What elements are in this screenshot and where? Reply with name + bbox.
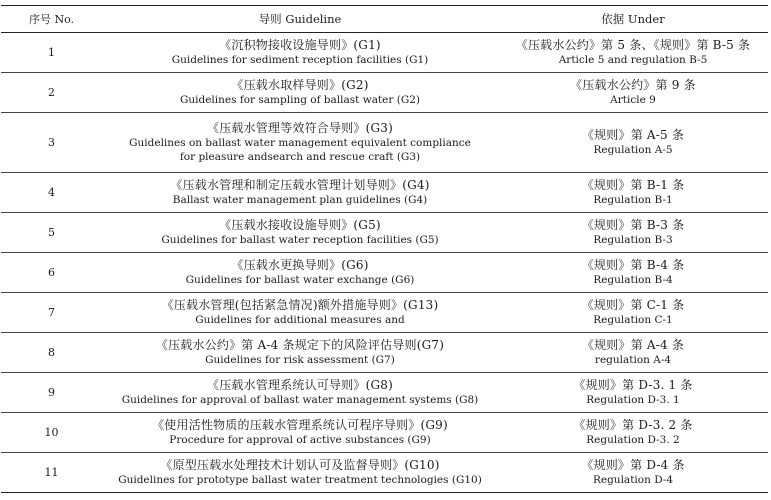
guideline-english-text: for pleasure andsearch and rescue craft (G3)	[179, 151, 421, 163]
guideline-chinese-text: 《压载水管理(包括紧急情况)额外措施导则》(G13)	[161, 298, 439, 312]
header-guideline: 导则 Guideline	[102, 6, 498, 33]
table-row	[1, 413, 768, 453]
guideline-cell	[102, 213, 498, 253]
guideline-cell	[102, 453, 498, 493]
guideline-chinese-text: 《原型压载水处理技术计划认可及监督导则》(G10)	[160, 458, 440, 472]
table-row	[1, 453, 768, 493]
table-row	[1, 373, 768, 413]
row-number: 8	[1, 333, 102, 373]
guideline-cell	[102, 73, 498, 113]
guideline-cell	[102, 33, 498, 73]
row-number: 4	[1, 173, 102, 213]
basis-chinese-text: 《压载水公约》第 9 条	[570, 78, 696, 92]
basis-cell	[498, 453, 768, 493]
basis-cell	[498, 73, 768, 113]
basis-chinese-text: 《规则》第 B-3 条	[581, 218, 685, 232]
row-number: 5	[1, 213, 102, 253]
basis-chinese-text: 《规则》第 D-3. 2 条	[573, 418, 693, 432]
table-row	[1, 173, 768, 213]
table-row	[1, 73, 768, 113]
table-row	[1, 253, 768, 293]
row-number: 3	[1, 113, 102, 173]
basis-cell	[498, 333, 768, 373]
guideline-english-text: Procedure for approval of active substances (G9)	[169, 434, 431, 446]
row-number: 11	[44, 466, 59, 479]
guideline-english-text: Guidelines on ballast water management equivalent compliance	[129, 137, 471, 149]
basis-cell	[498, 413, 768, 453]
header-number: 序号 No.	[1, 6, 102, 33]
guideline-cell	[102, 173, 498, 213]
table-row	[1, 333, 768, 373]
basis-cell	[498, 373, 768, 413]
basis-chinese-text: 《规则》第 B-4 条	[581, 258, 685, 272]
guideline-english-text: Guidelines for prototype ballast water treatment technologies (G10)	[118, 474, 482, 486]
guideline-chinese-text: 《压载水管理等效符合导则》(G3)	[207, 121, 393, 135]
table-row	[1, 213, 768, 253]
row-number: 6	[1, 253, 102, 293]
table-row	[1, 293, 768, 333]
basis-chinese-text: 《规则》第 D-4 条	[581, 458, 685, 472]
guideline-english-text: Guidelines for risk assessment (G7)	[205, 354, 395, 366]
basis-chinese-text: 《压载水公约》第 5 条、《规则》第 B-5 条	[515, 38, 751, 52]
basis-english-text: Regulation A-5	[593, 144, 673, 156]
basis-english-text: Regulation B-3	[593, 234, 673, 246]
guideline-cell	[102, 373, 498, 413]
guideline-english-text: Guidelines for ballast water exchange (G6)	[185, 274, 415, 286]
basis-cell	[498, 253, 768, 293]
guideline-chinese-text: 《压载水更换导则》(G6)	[231, 258, 369, 272]
basis-english-text: Regulation D-3. 1	[586, 394, 680, 406]
guideline-english-text: Guidelines for sediment reception facilities (G1)	[171, 54, 429, 66]
table-header-row	[1, 6, 768, 33]
guideline-chinese-text: 《压载水管理系统认可导则》(G8)	[207, 378, 393, 392]
table-body	[1, 33, 768, 493]
row-number: 7	[1, 293, 102, 333]
guideline-chinese-text: 《压载水接收设施导则》(G5)	[219, 218, 381, 232]
basis-cell	[498, 213, 768, 253]
row-number: 10	[1, 413, 102, 453]
basis-english-text: Regulation B-4	[593, 274, 673, 286]
basis-chinese-text: 《规则》第 D-3. 1 条	[573, 378, 693, 392]
table-row	[1, 33, 768, 73]
basis-english-text: Regulation C-1	[593, 314, 673, 326]
row-number: 1	[1, 33, 102, 73]
guideline-english-text: Ballast water management plan guidelines (G4)	[172, 194, 428, 206]
row-number: 2	[1, 73, 102, 113]
table-row	[1, 113, 768, 173]
basis-cell	[498, 113, 768, 173]
guideline-chinese-text: 《压载水公约》第 A-4 条规定下的风险评估导则(G7)	[155, 338, 445, 352]
guideline-cell	[102, 113, 498, 173]
basis-chinese-text: 《规则》第 B-1 条	[581, 178, 685, 192]
basis-english-text: Article 9	[610, 94, 656, 106]
guideline-chinese-text: 《使用活性物质的压载水管理系统认可程序导则》(G9)	[152, 418, 448, 432]
guideline-chinese-text: 《压载水取样导则》(G2)	[231, 78, 369, 92]
basis-english-text: Regulation D-3. 2	[586, 434, 680, 446]
basis-chinese-text: 《规则》第 A-4 条	[581, 338, 685, 352]
guideline-cell	[102, 413, 498, 453]
basis-cell	[498, 293, 768, 333]
guideline-cell	[102, 293, 498, 333]
basis-cell	[498, 173, 768, 213]
guidelines-table	[1, 5, 768, 493]
guideline-english-text: Guidelines for sampling of ballast water (G2)	[179, 94, 421, 106]
guideline-english-text: Guidelines for approval of ballast water management systems (G8)	[121, 394, 479, 406]
basis-cell	[498, 33, 768, 73]
basis-chinese-text: 《规则》第 A-5 条	[581, 128, 685, 142]
guideline-english-text: Guidelines for additional measures and	[195, 314, 405, 326]
guideline-cell	[102, 333, 498, 373]
guideline-chinese-text: 《沉积物接收设施导则》(G1)	[219, 38, 381, 52]
header-basis: 依据 Under	[498, 6, 768, 33]
basis-english-text: Article 5 and regulation B-5	[558, 54, 708, 66]
guideline-english-text: Guidelines for ballast water reception facilities (G5)	[161, 234, 439, 246]
basis-english-text: regulation A-4	[594, 354, 672, 366]
guideline-cell	[102, 253, 498, 293]
guideline-chinese-text: 《压载水管理和制定压载水管理计划导则》(G4)	[170, 178, 430, 192]
basis-english-text: Regulation B-1	[593, 194, 673, 206]
basis-english-text: Regulation D-4	[592, 474, 674, 486]
basis-chinese-text: 《规则》第 C-1 条	[581, 298, 685, 312]
row-number: 9	[1, 373, 102, 413]
